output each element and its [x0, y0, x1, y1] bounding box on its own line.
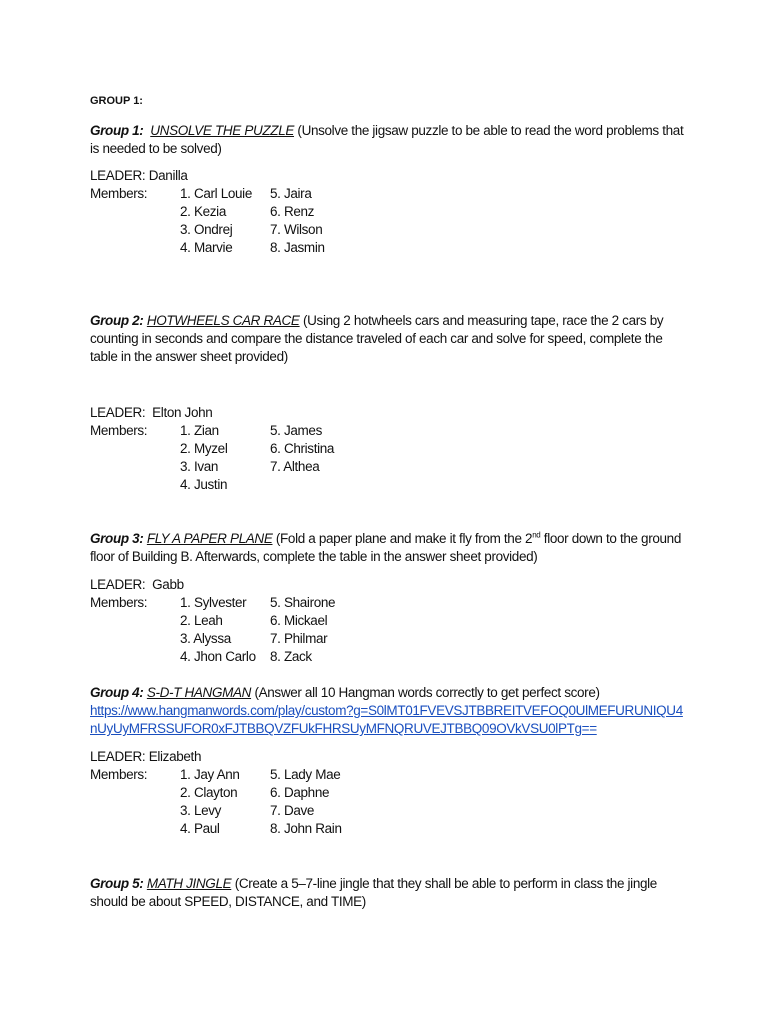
leader-label: LEADER:: [90, 749, 146, 764]
group-3-roster: [90, 576, 690, 666]
member: 5. Jaira: [270, 186, 312, 201]
group-1-label: Group 1:: [90, 123, 144, 138]
group-4-desc: (Answer all 10 Hangman words correctly to get perfect score): [254, 685, 600, 700]
group-1-roster: [90, 167, 690, 257]
leader-label: LEADER:: [90, 168, 146, 183]
group-5-desc: (Create a 5–7-line jingle that they shall be able to perform in class the jingle should be about SPEED, DISTANCE, and TIME): [90, 876, 657, 909]
group-2-label: Group 2:: [90, 313, 144, 328]
member: 6. Christina: [270, 441, 335, 456]
member: 5. Shairone: [270, 595, 336, 610]
member: 7. Philmar: [270, 631, 328, 646]
members-label: Members:: [90, 595, 148, 610]
member: 4. Marvie: [180, 240, 233, 255]
member: 6. Daphne: [270, 785, 330, 800]
group-5-title: MATH JINGLE: [146, 876, 232, 891]
document-heading: GROUP 1:: [90, 95, 143, 107]
leader-name: Gabb: [152, 577, 184, 592]
members-label: Members:: [90, 186, 148, 201]
group-2-roster: [90, 404, 690, 494]
group-2-title: HOTWHEELS CAR RACE: [146, 313, 300, 328]
member: 2. Myzel: [180, 441, 228, 456]
group-5-label: Group 5:: [90, 876, 144, 891]
leader-label: LEADER:: [90, 577, 146, 592]
member: 5. James: [270, 423, 322, 438]
group-3-desc-b: floor down to the ground floor of Building B. Afterwards, complete the table in the answer sheet provided): [90, 531, 681, 564]
member: 2. Clayton: [180, 785, 238, 800]
member: 2. Leah: [180, 613, 223, 628]
member: 2. Kezia: [180, 204, 226, 219]
group-1-desc: (Unsolve the jigsaw puzzle to be able to read the word problems that is needed to be solved): [90, 123, 684, 156]
group-2-description: [90, 312, 690, 366]
member: 1. Sylvester: [180, 595, 247, 610]
member: 6. Mickael: [270, 613, 328, 628]
leader-name: Elizabeth: [148, 749, 202, 764]
member: 7. Althea: [270, 459, 320, 474]
group-4-title: S-D-T HANGMAN: [146, 685, 252, 700]
member: 4. Jhon Carlo: [180, 649, 256, 664]
leader-name: Elton John: [152, 405, 213, 420]
group-3-desc-a: (Fold a paper plane and make it fly from the 2: [275, 531, 533, 546]
ordinal-suffix: nd: [532, 530, 541, 540]
document-page: [90, 92, 690, 911]
member: 1. Jay Ann: [180, 767, 240, 782]
member: 3. Levy: [180, 803, 222, 818]
member: 4. Paul: [180, 821, 220, 836]
member: 8. John Rain: [270, 821, 342, 836]
group-5-description: [90, 875, 690, 911]
member: 4. Justin: [180, 477, 228, 492]
group-4-description: [90, 684, 690, 738]
leader-label: LEADER:: [90, 405, 146, 420]
group-1-description: [90, 122, 690, 158]
member: [270, 476, 470, 494]
member: 7. Wilson: [270, 222, 323, 237]
hangman-link[interactable]: https://www.hangmanwords.com/play/custom?g=S0lMT01FVEVSJTBBREITVEFOQ0UlMEFURUNIQU4nUyUyMFRSSUFOR0xFJTBBQVZFUkFHRSUyMFNQRUVEJTBBQ09OVkVSU0lPTg==: [90, 703, 683, 736]
member: 6. Renz: [270, 204, 315, 219]
group-2-desc: (Using 2 hotwheels cars and measuring tape, race the 2 cars by counting in seconds and compare the distance traveled of each car and solve for speed, complete the table in the answer sheet provided): [90, 313, 664, 364]
member: 8. Jasmin: [270, 240, 325, 255]
member: 3. Ivan: [180, 459, 219, 474]
group-1-title: UNSOLVE THE PUZZLE: [150, 123, 295, 138]
group-3-label: Group 3:: [90, 531, 144, 546]
member: 3. Ondrej: [180, 222, 233, 237]
leader-name: Danilla: [148, 168, 188, 183]
group-3-description: [90, 530, 690, 566]
group-3-title: FLY A PAPER PLANE: [146, 531, 273, 546]
group-4-roster: [90, 748, 690, 838]
member: 8. Zack: [270, 649, 312, 664]
members-label: Members:: [90, 423, 148, 438]
member: 1. Carl Louie: [180, 186, 252, 201]
member: 7. Dave: [270, 803, 315, 818]
group-4-label: Group 4:: [90, 685, 144, 700]
member: 1. Zian: [180, 423, 219, 438]
member: 3. Alyssa: [180, 631, 231, 646]
member: 5. Lady Mae: [270, 767, 341, 782]
members-label: Members:: [90, 767, 148, 782]
